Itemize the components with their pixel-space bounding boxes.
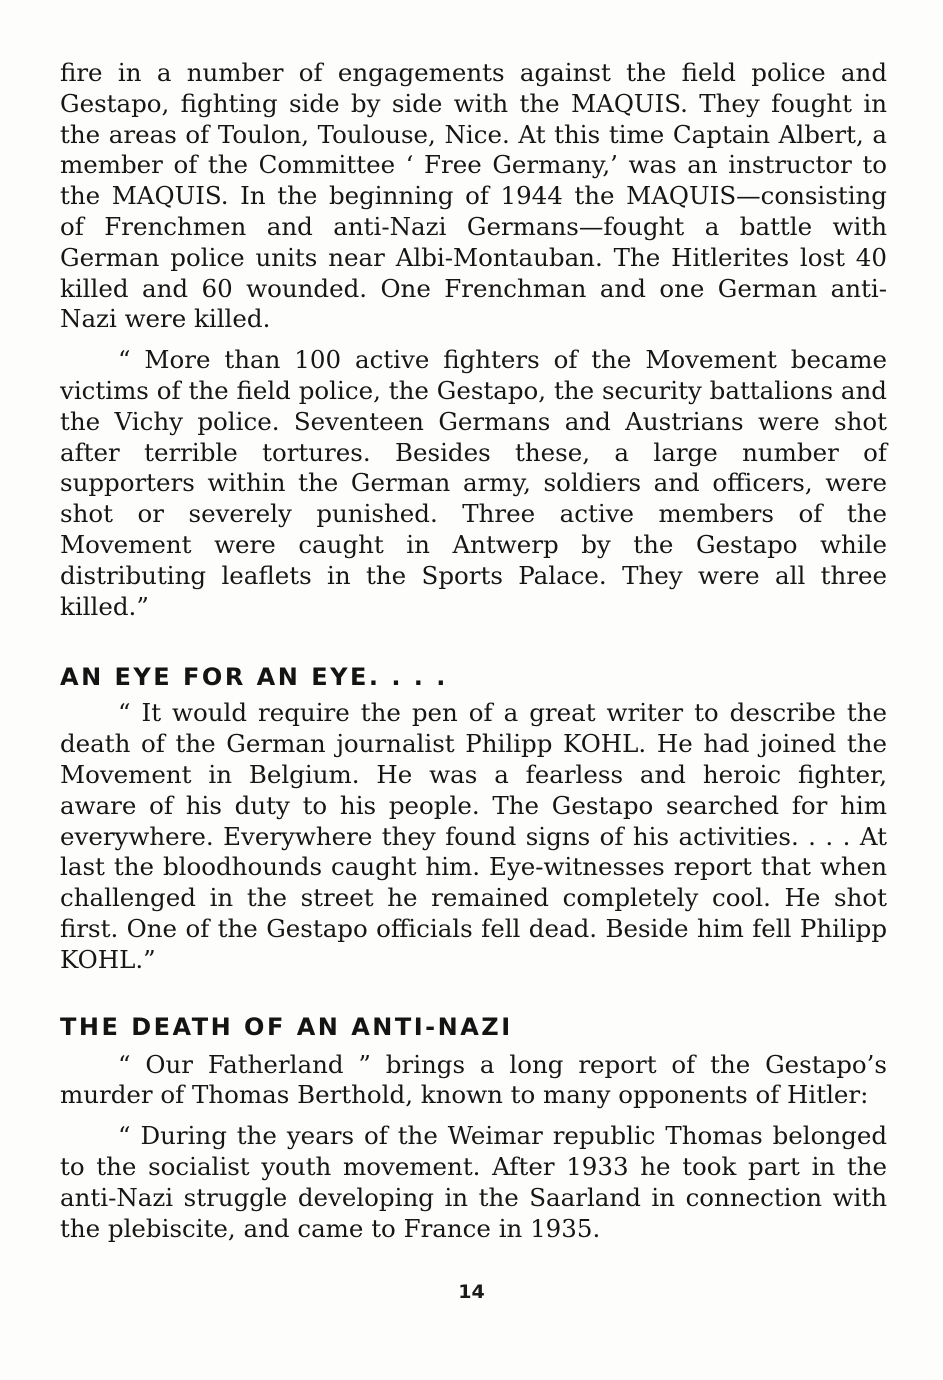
section-heading-death-of-anti-nazi: THE DEATH OF AN ANTI-NAZI: [60, 1012, 513, 1041]
continued-paragraph: fire in a number of engagements against the field police and Gestapo, fighting side by side with the MAQUIS. They fought in the areas of Toulon, Toulouse, Nice. At this time Captain Albert, a member of the Committee ‘ Free Germany,’ was an instructor to the MAQUIS. In the beginning of 1944 the MAQUIS—consisting of Frenchmen and anti-Nazi Germans—fought a battle with German police units near Albi-Montauban. The Hitlerites lost 40 killed and 60 wounded. One Frenchman and one German anti-Nazi were killed.: [60, 58, 887, 334]
page-body: [60, 58, 887, 1244]
intro-paragraph-our-fatherland: “ Our Fatherland ” brings a long report of the Gestapo’s murder of Thomas Berthold, known to many opponents of Hitler:: [60, 1049, 887, 1110]
quoted-paragraph-berthold: “ During the years of the Weimar republic Thomas belonged to the socialist youth movement. After 1933 he took part in the anti-Nazi struggle developing in the Saarland in connection with the plebiscite, and came to France in 1935.: [60, 1121, 887, 1243]
quoted-paragraph-victims: “ More than 100 active fighters of the Movement became victims of the field police, the Gestapo, the security battalions and the Vichy police. Seventeen Germans and Austrians were shot after terrible tortures. Besides these, a large number of supporters within the German army, soldiers and officers, were shot or severely punished. Three active members of the Movement were caught in Antwerp by the Gestapo while distributing leaflets in the Sports Palace. They were all three killed.”: [60, 345, 887, 621]
page-number: 14: [458, 1281, 485, 1303]
section-heading-eye-for-an-eye: AN EYE FOR AN EYE. . . .: [60, 663, 448, 692]
quoted-paragraph-kohl: “ It would require the pen of a great writer to describe the death of the German journalist Philipp KOHL. He had joined the Movement in Belgium. He was a fearless and heroic fighter, aware of his duty to his people. The Gestapo searched for him everywhere. Everywhere they found signs of his activities. . . . At last the bloodhounds caught him. Eye-witnesses report that when challenged in the street he remained completely cool. He shot first. One of the Gestapo officials fell dead. Beside him fell Philipp KOHL.”: [60, 698, 887, 974]
